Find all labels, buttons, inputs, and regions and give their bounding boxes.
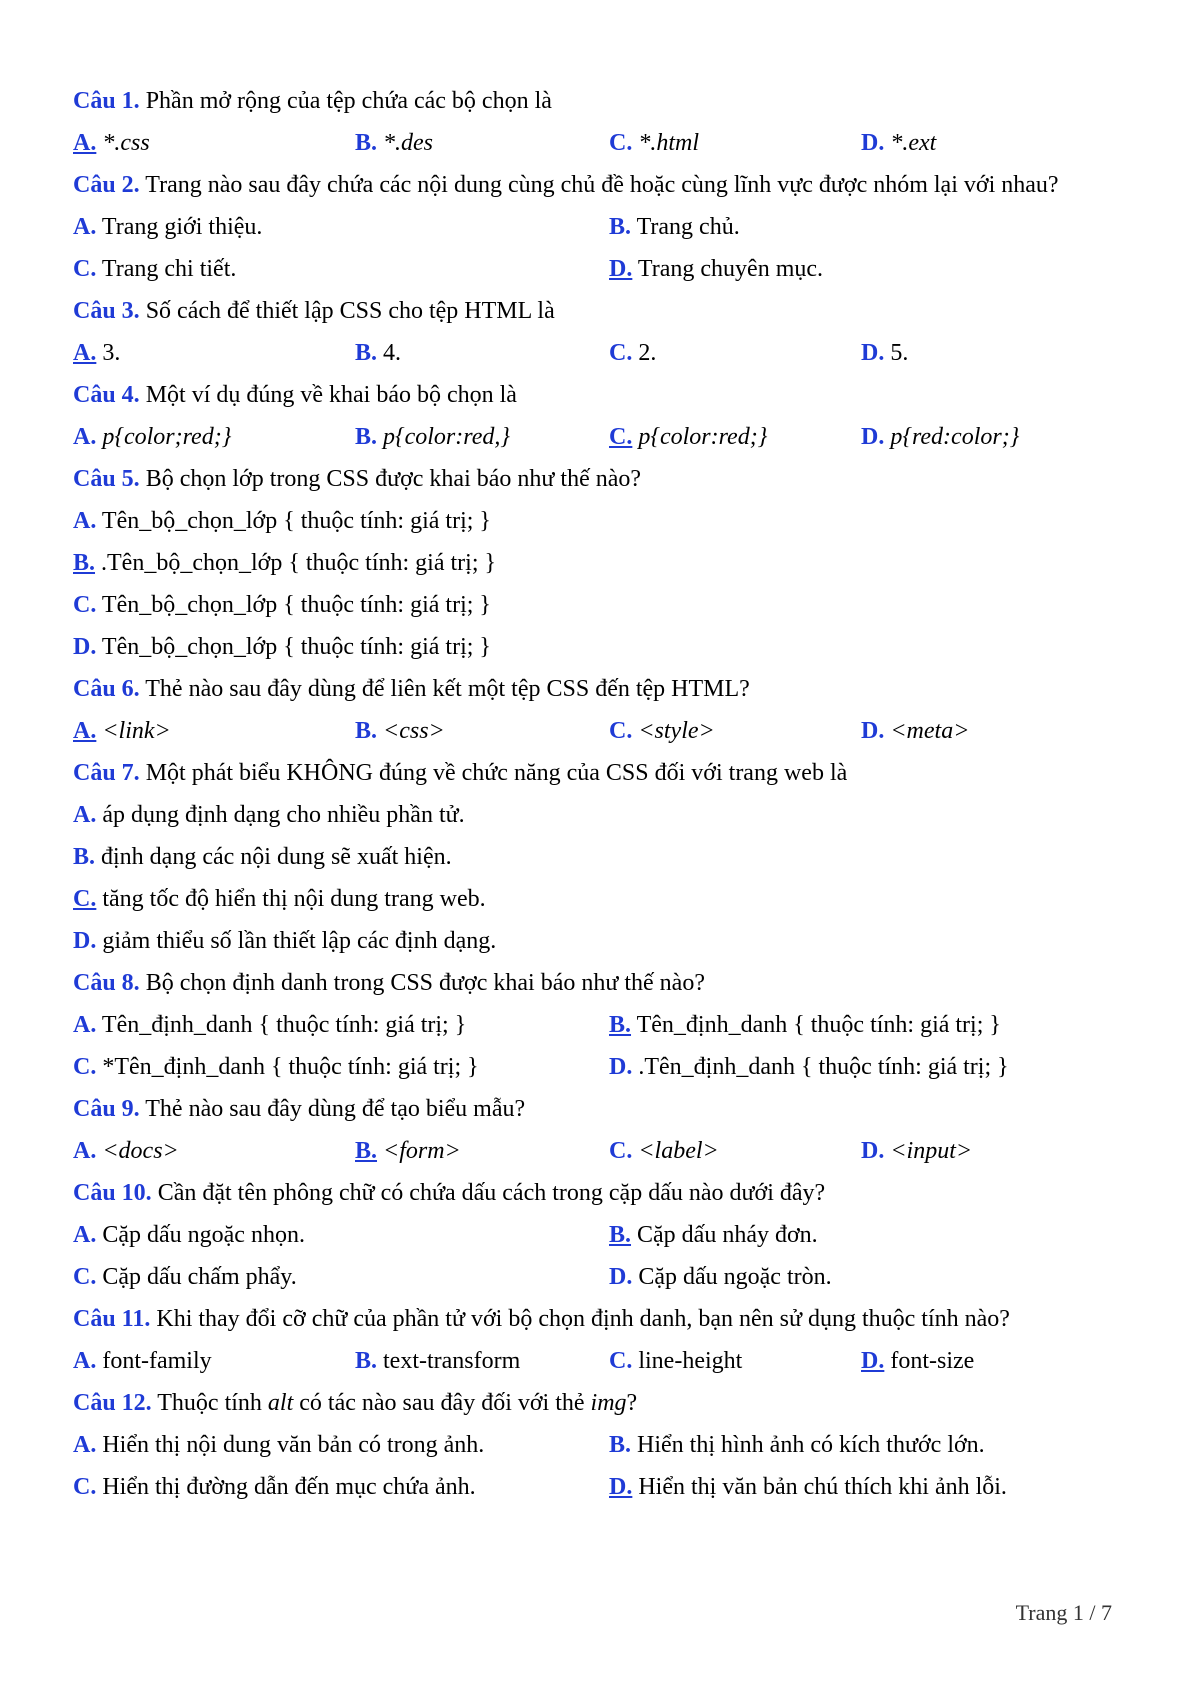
question-text-part: Thuộc tính	[157, 1390, 268, 1416]
question-text	[73, 374, 1133, 416]
answer-option	[73, 248, 609, 290]
answer-text: Cặp dấu ngoặc nhọn.	[102, 1222, 305, 1248]
answer-option	[73, 1046, 609, 1088]
answer-option	[609, 1256, 1133, 1298]
answer-option	[609, 710, 861, 752]
question-text	[73, 962, 1133, 1004]
answer-letter: A.	[73, 1012, 97, 1038]
question-block	[73, 962, 1133, 1088]
question-label: Câu 4.	[73, 382, 140, 408]
answer-letter: D.	[609, 1264, 633, 1290]
answer-letter: C.	[73, 1054, 97, 1080]
answer-text: p{red:color;}	[890, 424, 1020, 450]
answer-letter: A.	[73, 1222, 97, 1248]
answer-letter: D.	[861, 718, 885, 744]
answer-letter: C.	[73, 1264, 97, 1290]
answer-option	[609, 1214, 1133, 1256]
answer-text: <css>	[383, 718, 445, 744]
question-label: Câu 7.	[73, 760, 140, 786]
question-label: Câu 1.	[73, 88, 140, 114]
answer-text: Trang giới thiệu.	[101, 214, 263, 240]
question-block	[73, 290, 1133, 374]
answer-text: Trang chuyên mục.	[637, 256, 824, 282]
answer-text: line-height	[638, 1348, 743, 1374]
answer-text: <link>	[102, 718, 171, 744]
question-text-part: alt	[267, 1390, 294, 1416]
answer-option	[355, 710, 609, 752]
answer-letter: A.	[73, 802, 97, 828]
question-text-part: img	[590, 1390, 627, 1416]
question-text	[73, 1172, 1133, 1214]
answer-options	[73, 710, 1133, 752]
answer-options	[73, 1424, 1133, 1508]
question-list	[73, 80, 1133, 1508]
answer-text: <docs>	[102, 1138, 179, 1164]
question-stem: Số cách để thiết lập CSS cho tệp HTML là	[145, 298, 555, 324]
answer-option	[73, 1424, 609, 1466]
answer-option	[73, 332, 355, 374]
answer-letter: A.	[73, 508, 97, 534]
question-text	[73, 1088, 1133, 1130]
answer-text: text-transform	[383, 1348, 521, 1374]
answer-option	[73, 122, 355, 164]
answer-letter: C.	[73, 256, 97, 282]
answer-text: Trang chủ.	[636, 214, 740, 240]
answer-options	[73, 1214, 1133, 1298]
answer-option	[73, 1340, 355, 1382]
question-stem: Một ví dụ đúng về khai báo bộ chọn là	[145, 382, 517, 408]
answer-letter-correct: D.	[609, 256, 633, 282]
answer-text: font-family	[102, 1348, 212, 1374]
answer-letter-correct: B.	[609, 1012, 632, 1038]
question-block	[73, 668, 1133, 752]
answer-option	[73, 1004, 609, 1046]
answer-text: font-size	[890, 1348, 975, 1374]
question-stem: Bộ chọn định danh trong CSS được khai báo như thế nào?	[145, 970, 705, 996]
question-block	[73, 1298, 1133, 1382]
answer-text: .Tên_định_danh { thuộc tính: giá trị; }	[638, 1054, 1009, 1080]
answer-letter-correct: B.	[609, 1222, 632, 1248]
answer-option	[609, 416, 861, 458]
answer-option	[73, 416, 355, 458]
answer-options	[73, 416, 1133, 458]
answer-option	[609, 1340, 861, 1382]
answer-letter: B.	[355, 718, 378, 744]
answer-letter: B.	[73, 844, 96, 870]
question-stem: Phần mở rộng của tệp chứa các bộ chọn là	[145, 88, 552, 114]
answer-text: Tên_bộ_chọn_lớp { thuộc tính: giá trị; }	[101, 592, 491, 618]
answer-option	[73, 1466, 609, 1508]
answer-text: Trang chi tiết.	[101, 256, 237, 282]
answer-text: p{color:red,}	[383, 424, 510, 450]
answer-text: tăng tốc độ hiển thị nội dung trang web.	[102, 886, 486, 912]
question-block	[73, 1382, 1133, 1508]
answer-option	[73, 1130, 355, 1172]
question-text-part: ?	[626, 1390, 638, 1416]
question-label: Câu 11.	[73, 1306, 151, 1332]
answer-letter: D.	[861, 1138, 885, 1164]
answer-letter: C.	[609, 130, 633, 156]
answer-letter: B.	[609, 1432, 632, 1458]
answer-letter-correct: C.	[609, 424, 633, 450]
answer-option	[609, 1004, 1133, 1046]
answer-option	[73, 920, 1133, 962]
answer-letter-correct: B.	[355, 1138, 378, 1164]
answer-text: giảm thiểu số lần thiết lập các định dạng.	[102, 928, 497, 954]
answer-option	[355, 416, 609, 458]
question-stem: Cần đặt tên phông chữ có chứa dấu cách trong cặp dấu nào dưới đây?	[157, 1180, 826, 1206]
answer-text: <meta>	[890, 718, 970, 744]
answer-text: *.html	[638, 130, 700, 156]
question-label: Câu 10.	[73, 1180, 152, 1206]
answer-text: *.des	[383, 130, 434, 156]
answer-text: <input>	[890, 1138, 973, 1164]
answer-option	[355, 332, 609, 374]
answer-option	[609, 1424, 1133, 1466]
answer-text: Hiển thị đường dẫn đến mục chứa ảnh.	[102, 1474, 476, 1500]
answer-text: Tên_bộ_chọn_lớp { thuộc tính: giá trị; }	[101, 508, 491, 534]
answer-option	[861, 1130, 1133, 1172]
answer-option	[73, 626, 1133, 668]
answer-letter: C.	[73, 1474, 97, 1500]
answer-option	[609, 1466, 1133, 1508]
answer-letter: A.	[73, 1432, 97, 1458]
question-text	[73, 752, 1133, 794]
answer-options	[73, 500, 1133, 668]
answer-letter: D.	[861, 340, 885, 366]
answer-option	[355, 1130, 609, 1172]
answer-letter: B.	[355, 424, 378, 450]
answer-letter-correct: A.	[73, 340, 97, 366]
question-block	[73, 164, 1133, 290]
answer-letter: D.	[73, 634, 97, 660]
answer-text: *.css	[102, 130, 150, 156]
answer-letter: B.	[355, 130, 378, 156]
question-stem: Một phát biểu KHÔNG đúng về chức năng của CSS đối với trang web là	[145, 760, 848, 786]
answer-text: Tên_bộ_chọn_lớp { thuộc tính: giá trị; }	[101, 634, 491, 660]
answer-option	[861, 1340, 1133, 1382]
answer-text: định dạng các nội dung sẽ xuất hiện.	[101, 844, 452, 870]
question-text	[73, 668, 1133, 710]
answer-text: Cặp dấu chấm phẩy.	[102, 1264, 297, 1290]
question-label: Câu 5.	[73, 466, 140, 492]
answer-text: 3.	[102, 340, 121, 366]
answer-text: <label>	[638, 1138, 719, 1164]
answer-option	[609, 332, 861, 374]
answer-text: *.ext	[890, 130, 937, 156]
question-block	[73, 80, 1133, 164]
answer-letter-correct: B.	[73, 550, 96, 576]
question-label: Câu 2.	[73, 172, 140, 198]
question-label: Câu 12.	[73, 1390, 152, 1416]
answer-option	[73, 542, 1133, 584]
answer-letter: B.	[355, 340, 378, 366]
question-label: Câu 8.	[73, 970, 140, 996]
answer-options	[73, 206, 1133, 290]
answer-options	[73, 122, 1133, 164]
answer-letter: A.	[73, 1348, 97, 1374]
answer-letter: A.	[73, 214, 97, 240]
question-text	[73, 164, 1133, 206]
answer-letter: C.	[609, 1348, 633, 1374]
question-stem: Khi thay đổi cỡ chữ của phần tử với bộ chọn định danh, bạn nên sử dụng thuộc tính nào?	[156, 1306, 1010, 1332]
answer-text: Hiển thị văn bản chú thích khi ảnh lỗi.	[638, 1474, 1007, 1500]
answer-text: Tên_định_danh { thuộc tính: giá trị; }	[636, 1012, 1001, 1038]
answer-letter-correct: A.	[73, 130, 97, 156]
answer-letter-correct: D.	[861, 1348, 885, 1374]
answer-text: Hiển thị hình ảnh có kích thước lớn.	[637, 1432, 985, 1458]
answer-option	[355, 122, 609, 164]
question-text	[73, 80, 1133, 122]
answer-text: 5.	[890, 340, 909, 366]
answer-option	[73, 878, 1133, 920]
page-number: Trang 1 / 7	[1015, 1600, 1112, 1625]
answer-text: <form>	[383, 1138, 461, 1164]
answer-text: Tên_định_danh { thuộc tính: giá trị; }	[101, 1012, 467, 1038]
answer-option	[609, 1046, 1133, 1088]
answer-option	[609, 206, 1133, 248]
answer-text: p{color:red;}	[638, 424, 768, 450]
answer-options	[73, 332, 1133, 374]
answer-options	[73, 1340, 1133, 1382]
answer-option	[73, 794, 1133, 836]
question-stem: Trang nào sau đây chứa các nội dung cùng chủ đề hoặc cùng lĩnh vực được nhóm lại với nhau?	[145, 172, 1059, 198]
answer-text: <style>	[638, 718, 715, 744]
answer-option	[609, 248, 1133, 290]
answer-option	[73, 584, 1133, 626]
answer-letter: D.	[609, 1054, 633, 1080]
question-block	[73, 1088, 1133, 1172]
answer-letter: B.	[609, 214, 632, 240]
answer-letter: B.	[355, 1348, 378, 1374]
answer-option	[861, 416, 1133, 458]
question-text	[73, 458, 1133, 500]
question-text	[73, 290, 1133, 332]
answer-options	[73, 1004, 1133, 1088]
question-label: Câu 3.	[73, 298, 140, 324]
answer-letter: D.	[861, 424, 885, 450]
answer-option	[609, 122, 861, 164]
answer-letter: D.	[73, 928, 97, 954]
answer-letter: C.	[73, 592, 97, 618]
answer-text: Cặp dấu ngoặc tròn.	[638, 1264, 832, 1290]
answer-text: *Tên_định_danh { thuộc tính: giá trị; }	[102, 1054, 479, 1080]
answer-option	[355, 1340, 609, 1382]
answer-option	[73, 500, 1133, 542]
question-block	[73, 752, 1133, 962]
answer-letter-correct: C.	[73, 886, 97, 912]
answer-letter: A.	[73, 424, 97, 450]
answer-letter: C.	[609, 340, 633, 366]
answer-options	[73, 1130, 1133, 1172]
question-stem: Thẻ nào sau đây dùng để liên kết một tệp CSS đến tệp HTML?	[145, 676, 750, 702]
answer-option	[73, 206, 609, 248]
question-text	[73, 1382, 1133, 1424]
answer-text: 2.	[638, 340, 657, 366]
question-text-part: có tác nào sau đây đối với thẻ	[293, 1390, 591, 1416]
answer-letter-correct: D.	[609, 1474, 633, 1500]
answer-letter: A.	[73, 1138, 97, 1164]
answer-text: p{color;red;}	[102, 424, 232, 450]
answer-letter: C.	[609, 718, 633, 744]
answer-letter-correct: A.	[73, 718, 97, 744]
question-label: Câu 9.	[73, 1096, 140, 1122]
answer-option	[861, 710, 1133, 752]
answer-options	[73, 794, 1133, 962]
answer-text: Hiển thị nội dung văn bản có trong ảnh.	[102, 1432, 485, 1458]
question-stem: Bộ chọn lớp trong CSS được khai báo như thế nào?	[145, 466, 642, 492]
answer-letter: C.	[609, 1138, 633, 1164]
question-block	[73, 458, 1133, 668]
answer-option	[73, 836, 1133, 878]
answer-letter: D.	[861, 130, 885, 156]
answer-option	[73, 1256, 609, 1298]
answer-text: áp dụng định dạng cho nhiều phần tử.	[102, 802, 465, 828]
question-stem: Thẻ nào sau đây dùng để tạo biểu mẫu?	[145, 1096, 526, 1122]
answer-text: .Tên_bộ_chọn_lớp { thuộc tính: giá trị; }	[101, 550, 497, 576]
question-text	[73, 1298, 1133, 1340]
answer-option	[861, 332, 1133, 374]
answer-text: Cặp dấu nháy đơn.	[637, 1222, 818, 1248]
answer-option	[73, 1214, 609, 1256]
answer-text: 4.	[383, 340, 402, 366]
answer-option	[861, 122, 1133, 164]
question-label: Câu 6.	[73, 676, 140, 702]
question-block	[73, 374, 1133, 458]
question-block	[73, 1172, 1133, 1298]
answer-option	[609, 1130, 861, 1172]
answer-option	[73, 710, 355, 752]
